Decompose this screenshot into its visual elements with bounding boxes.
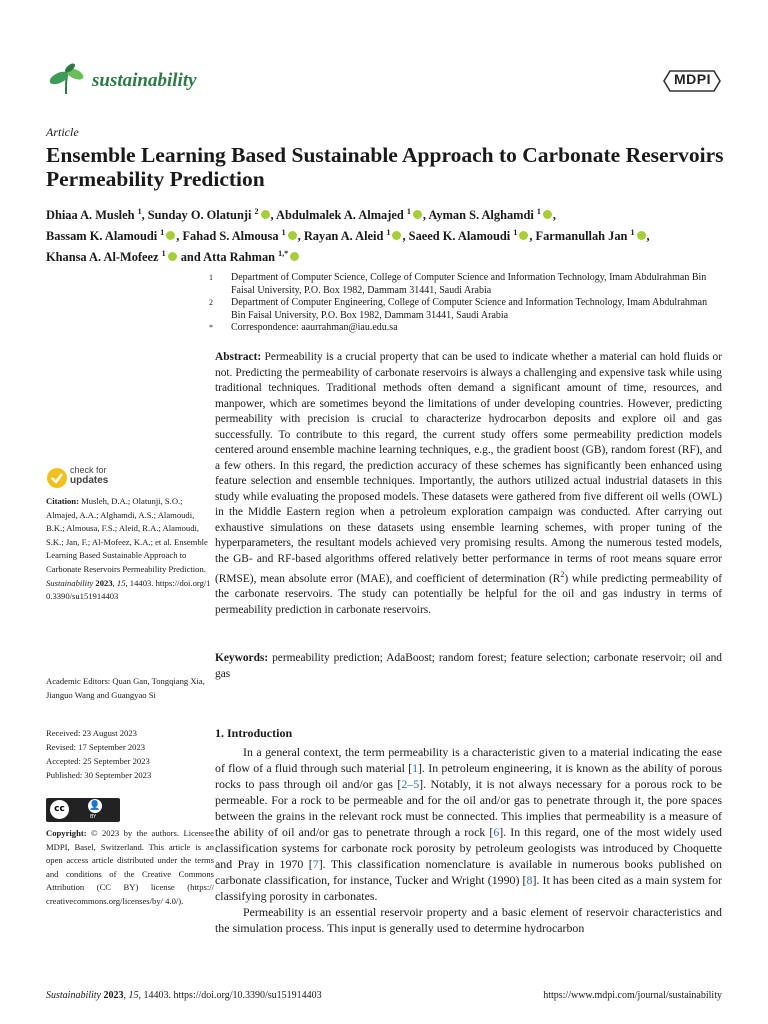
orcid-icon[interactable] <box>290 252 299 261</box>
author-line-3: Khansa A. Al-Mofeez $^1$ and Atta Rahman $^{1,*}$ <box>46 245 736 266</box>
citation-journal: Sustainability <box>46 577 94 588</box>
author-list <box>46 203 736 266</box>
orcid-icon[interactable] <box>168 252 177 261</box>
copyright <box>46 827 214 909</box>
introduction-body <box>215 744 722 936</box>
journal-name: sustainability <box>92 70 197 91</box>
paragraph <box>215 744 722 904</box>
paragraph: Permeability is an essential reservoir property and a basic element of reservoir characteristics and the simulation process. This input is generally used to determine hydrocarbon <box>215 905 722 935</box>
affiliation-number: 2 <box>209 298 213 307</box>
affiliation-1 <box>209 272 715 297</box>
footer-citation: Sustainability 2023, 15, 14403. https://doi.org/10.3390/su151914403 <box>46 990 322 1001</box>
check-updates-line2: updates <box>70 475 109 486</box>
abstract <box>215 350 722 618</box>
footer-doi[interactable]: , 14403. https://doi.org/10.3390/su151914403 <box>138 990 322 1001</box>
received-date: Received: 23 August 2023 <box>46 728 137 738</box>
mdpi-label: MDPI <box>674 71 711 87</box>
cc-by-label: BY <box>90 814 97 820</box>
orcid-icon[interactable] <box>519 231 528 240</box>
footer-journal: Sustainability <box>46 990 101 1001</box>
orcid-icon[interactable] <box>261 210 270 219</box>
person-icon: 👤 <box>89 801 101 811</box>
mdpi-logo <box>662 68 722 94</box>
affiliation-text: Department of Computer Science, College of Computer Science and Information Technology, Imam Abdulrahman Bin Faisal University, P.O. Box 1982, Dammam 31441, Saudi Arabia <box>231 272 707 296</box>
affiliation-number: 1 <box>209 273 213 282</box>
copyright-text: © 2023 by the authors. Licensee MDPI, Basel, Switzerland. This article is an open access article distributed under the terms and conditions of the Creative Commons Attribution (CC BY) license (https:// creativecommons.org/licenses/by/ 4.0/). <box>46 828 214 906</box>
keywords <box>215 651 722 682</box>
text-run: In a general context, the term permeability is a characteristic given to a material indicating the ease of flow of a fluid through such material [ <box>215 745 722 775</box>
superscript: 2 <box>560 570 565 579</box>
citation-link[interactable]: 8 <box>526 873 533 887</box>
affiliation-number: * <box>209 323 213 332</box>
citation-link[interactable]: 2–5 <box>401 777 420 791</box>
copyright-label: Copyright: <box>46 828 87 838</box>
citation-label: Citation: <box>46 496 79 506</box>
orcid-icon[interactable] <box>288 231 297 240</box>
author-line-2: Bassam K. Alamoudi $^1$ , Fahad S. Almousa $^1$ , Rayan A. Aleid $^1$ , Saeed K. Alamoudi $^1$ , Farmanullah Jan $^1$ , <box>46 228 650 244</box>
citation-link[interactable]: 6 <box>493 825 500 839</box>
check-updates-line1: check for <box>70 465 107 475</box>
keywords-text: permeability prediction; AdaBoost; random forest; feature selection; carbonate reservoir; oil and gas <box>215 652 722 680</box>
orcid-icon[interactable] <box>637 231 646 240</box>
published-date: Published: 30 September 2023 <box>46 770 152 780</box>
text-run: ]. Notably, it is not always necessary for a porous rock to be permeable. For a rock to be permeable and for the oil and/or gas to penetrate through it, the pore spaces between the grains in the relevant rock must be connected. This implies that permeability is a measure of the ability of oil and/or gas to penetrate through a rock [ <box>215 777 722 839</box>
text-run: ]. It has been cited as a main system for classifying porosity in carbonates. <box>215 873 722 903</box>
affiliation-text: Department of Computer Engineering, College of Computer Science and Information Technology, Imam Abdulrahman Bin Faisal University, P.O. Box 1982, Dammam 31441, Saudi Arabia <box>231 297 708 321</box>
citation-doi[interactable]: , 14403. https://doi.org/10.3390/su151914403 <box>46 577 211 602</box>
keywords-label: Keywords: <box>215 652 269 664</box>
article-type: Article <box>46 125 79 139</box>
orcid-icon[interactable] <box>413 210 422 219</box>
orcid-icon[interactable] <box>166 231 175 240</box>
cc-symbol: cc <box>50 800 69 819</box>
section-heading: 1. Introduction <box>215 726 293 740</box>
article-title: Ensemble Learning Based Sustainable Approach to Carbonate Reservoirs Permeability Prediction <box>46 143 724 191</box>
affiliation-2 <box>209 297 715 322</box>
orcid-icon[interactable] <box>392 231 401 240</box>
text-run: ]. This classification nomenclature is available in numerous books published on carbonate classification, for instance, Tucker and Wright (1990) [ <box>215 857 722 887</box>
abstract-label: Abstract: <box>215 351 262 363</box>
correspondence <box>209 322 715 335</box>
text-run: ]. In this regard, one of the most widely used classification systems for carbonate rock porosity by petroleum geologists was introduced by Choquette and Pray in 1970 [ <box>215 825 722 871</box>
citation-year: 2023 <box>95 577 113 588</box>
revised-date: Revised: 17 September 2023 <box>46 742 146 752</box>
academic-editors: Academic Editors: Quan Gan, Tongqiang Xia, Jianguo Wang and Guangyao Si <box>46 676 205 700</box>
citation-volume: 15 <box>116 577 126 588</box>
journal-logo-icon <box>46 62 86 96</box>
orcid-icon[interactable] <box>543 210 552 219</box>
text-run: ]. In petroleum engineering, it is known as the ability of porous rocks to pass through oil and/or gas [ <box>215 761 722 791</box>
footer-volume: 15 <box>128 990 139 1001</box>
check-for-updates-badge[interactable] <box>46 466 136 492</box>
footer-year: 2023 <box>103 990 124 1001</box>
citation-text: Musleh, D.A.; Olatunji, S.O.; Almajed, A.A.; Alghamdi, A.S.; Alamoudi, B.K.; Almousa, F.S.; Aleid, R.A.; Alamoudi, S.K.; Jan, F.; Al-Mofeez, K.A.; et al. Ensemble Learning Based Sustainable Approach to Carbonate Reservoirs Permeability Prediction. <box>46 496 208 574</box>
accepted-date: Accepted: 25 September 2023 <box>46 756 150 766</box>
abstract-text: Permeability is a crucial property that can be used to indicate whether a material can hold fluids or not. Predicting the permeability of carbonate reservoirs is always a challenging and expensive task while using traditional techniques. Traditional methods often demand a significant amount of time, resources, and manpower, which are sometimes beyond the limitations of under developing countries. However, predicting permeability with precision is crucial to characterize hydrocarbon deposits and explore oil and gas successfully. To contribute to this regard, the current study offers some permeability prediction models centered around ensemble machine learning techniques, e.g., the gradient boost (GB), random forest (RF), and a few others. In this regard, the prediction accuracy of these schemes has significantly been enhanced using feature selection and ensemble techniques. Importantly, the authors utilized actual industrial datasets in this study while evaluating the proposed models. These datasets were gathered from five different oil wells (OWL) in the Middle Eastern region when a petroleum exploration campaign was conducted. After carrying out exhaustive simulations on these datasets using ensemble learning schemes, with proper tuning of the hyperparameters, the resultant models achieved very promising results. Among the numerous tested models, the GB- and RF-based algorithms offered relatively better performance in terms of root means square error (RMSE), mean absolute error (MAE), and coefficient of determination (R <box>215 351 722 585</box>
correspondence-text[interactable]: Correspondence: aaurrahman@iau.edu.sa <box>231 322 398 333</box>
citation-link[interactable]: 1 <box>412 761 419 775</box>
citation: Citation: Musleh, D.A.; Olatunji, S.O.; Almajed, A.A.; Alghamdi, A.S.; Alamoudi, B.K.; Almousa, F.S.; Aleid, R.A.; Alamoudi, S.K.; Jan, F.; Al-Mofeez, K.A.; et al. Ensemble Learning Based Sustainable Approach to Carbonate Reservoirs Permeability Prediction. Sustainability 2023, 15, 14403. https://doi.org/10.3390/su151914403 <box>46 496 211 602</box>
abstract-text-end: ) while predicting permeability of the carbonate reservoirs. The study can potentially be helpful for the oil and gas industry in terms of permeability prediction in carbonate reservoirs. <box>215 572 722 616</box>
footer-journal-url[interactable]: https://www.mdpi.com/journal/sustainability <box>543 990 722 1001</box>
author-line-1: Dhiaa A. Musleh $^1$, Sunday O. Olatunji $^2$ , Abdulmalek A. Almajed $^1$ , Ayman S. Alghamdi $^1$ , <box>46 207 557 223</box>
cc-by-license-icon[interactable] <box>46 798 120 822</box>
check-updates-icon <box>46 467 68 489</box>
citation-link[interactable]: 7 <box>312 857 319 871</box>
